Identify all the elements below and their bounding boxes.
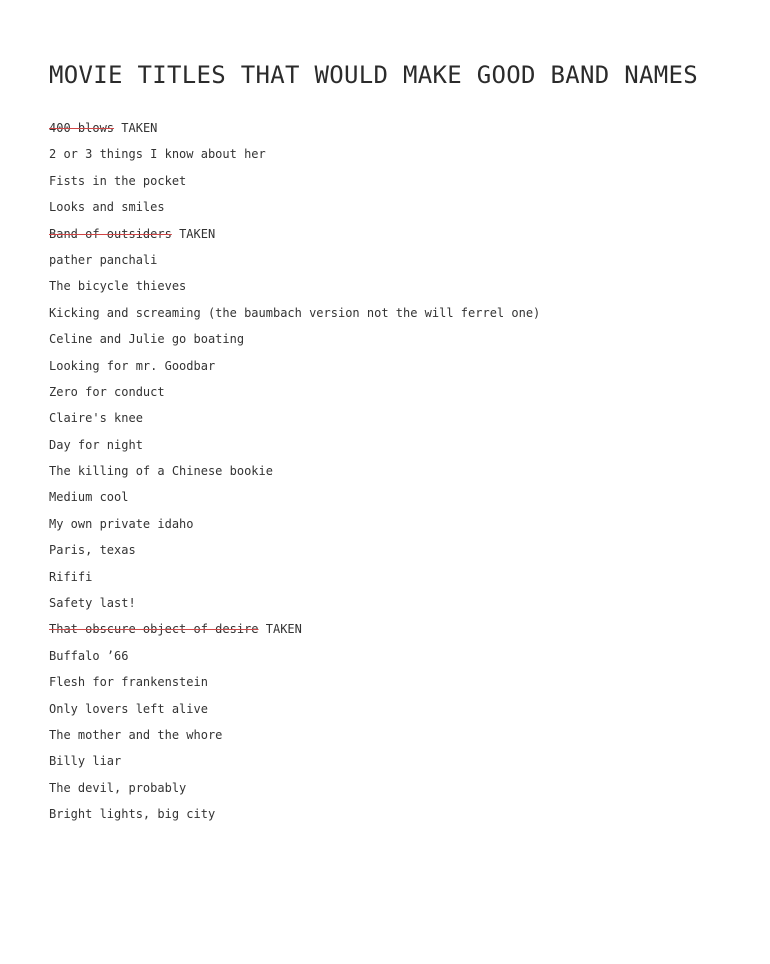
list-item bbox=[49, 221, 750, 247]
title-text: Paris, texas bbox=[49, 543, 136, 558]
page-title: MOVIE TITLES THAT WOULD MAKE GOOD BAND NAMES bbox=[49, 61, 698, 89]
list-item bbox=[49, 564, 750, 590]
list-item bbox=[49, 616, 750, 642]
title-text: Zero for conduct bbox=[49, 384, 165, 399]
title-text: Looking for mr. Goodbar bbox=[49, 358, 216, 373]
list-item bbox=[49, 748, 750, 774]
title-text: Celine and Julie go boating bbox=[49, 332, 245, 347]
title-text: Kicking and screaming (the baumbach version not the will ferrel one) bbox=[49, 305, 541, 320]
title-text: The bicycle thieves bbox=[49, 279, 187, 294]
list-item bbox=[49, 300, 750, 326]
title-text: Billy liar bbox=[49, 754, 122, 769]
title-text: Medium cool bbox=[49, 490, 129, 505]
title-text: My own private idaho bbox=[49, 516, 194, 531]
taken-label: TAKEN bbox=[179, 226, 216, 241]
list-item bbox=[49, 696, 750, 722]
title-text: Bright lights, big city bbox=[49, 807, 216, 822]
taken-label: TAKEN bbox=[121, 121, 158, 135]
list-item bbox=[49, 194, 750, 220]
title-text: Only lovers left alive bbox=[49, 701, 208, 716]
title-text: Rififi bbox=[49, 569, 93, 584]
list-item bbox=[49, 405, 750, 431]
list-item bbox=[49, 537, 750, 563]
list-item bbox=[49, 511, 750, 537]
title-text: pather panchali bbox=[49, 252, 158, 267]
struck-title-text: That obscure object of desire bbox=[49, 622, 259, 637]
list-item bbox=[49, 115, 750, 141]
list-item bbox=[49, 722, 750, 748]
list-item bbox=[49, 141, 750, 167]
title-text: Fists in the pocket bbox=[49, 173, 187, 188]
list-item bbox=[49, 484, 750, 510]
list-item bbox=[49, 168, 750, 194]
list-item bbox=[49, 458, 750, 484]
list-item bbox=[49, 273, 750, 299]
list-item bbox=[49, 590, 750, 616]
title-text: Safety last! bbox=[49, 596, 136, 611]
list-item bbox=[49, 775, 750, 801]
list-item bbox=[49, 247, 750, 273]
list-item bbox=[49, 379, 750, 405]
struck-title-text: Band of outsiders bbox=[49, 226, 172, 241]
title-text: The mother and the whore bbox=[49, 727, 223, 742]
list-item bbox=[49, 669, 750, 695]
title-text: Flesh for frankenstein bbox=[49, 675, 208, 690]
struck-title-text: 400 blows bbox=[49, 121, 115, 135]
title-text: 2 or 3 things I know about her bbox=[49, 147, 266, 162]
title-text: Claire's knee bbox=[49, 411, 143, 426]
title-text: The killing of a Chinese bookie bbox=[49, 464, 273, 479]
title-text: Looks and smiles bbox=[49, 200, 165, 215]
taken-label: TAKEN bbox=[265, 622, 302, 637]
document-page bbox=[49, 58, 750, 828]
list-item bbox=[49, 801, 750, 827]
list-item bbox=[49, 432, 750, 458]
title-text: Day for night bbox=[49, 437, 143, 452]
list-item bbox=[49, 326, 750, 352]
title-text: The devil, probably bbox=[49, 780, 187, 795]
list-item bbox=[49, 353, 750, 379]
movie-title-list bbox=[49, 115, 750, 828]
list-item bbox=[49, 643, 750, 669]
title-text: Buffalo ’66 bbox=[49, 648, 129, 663]
